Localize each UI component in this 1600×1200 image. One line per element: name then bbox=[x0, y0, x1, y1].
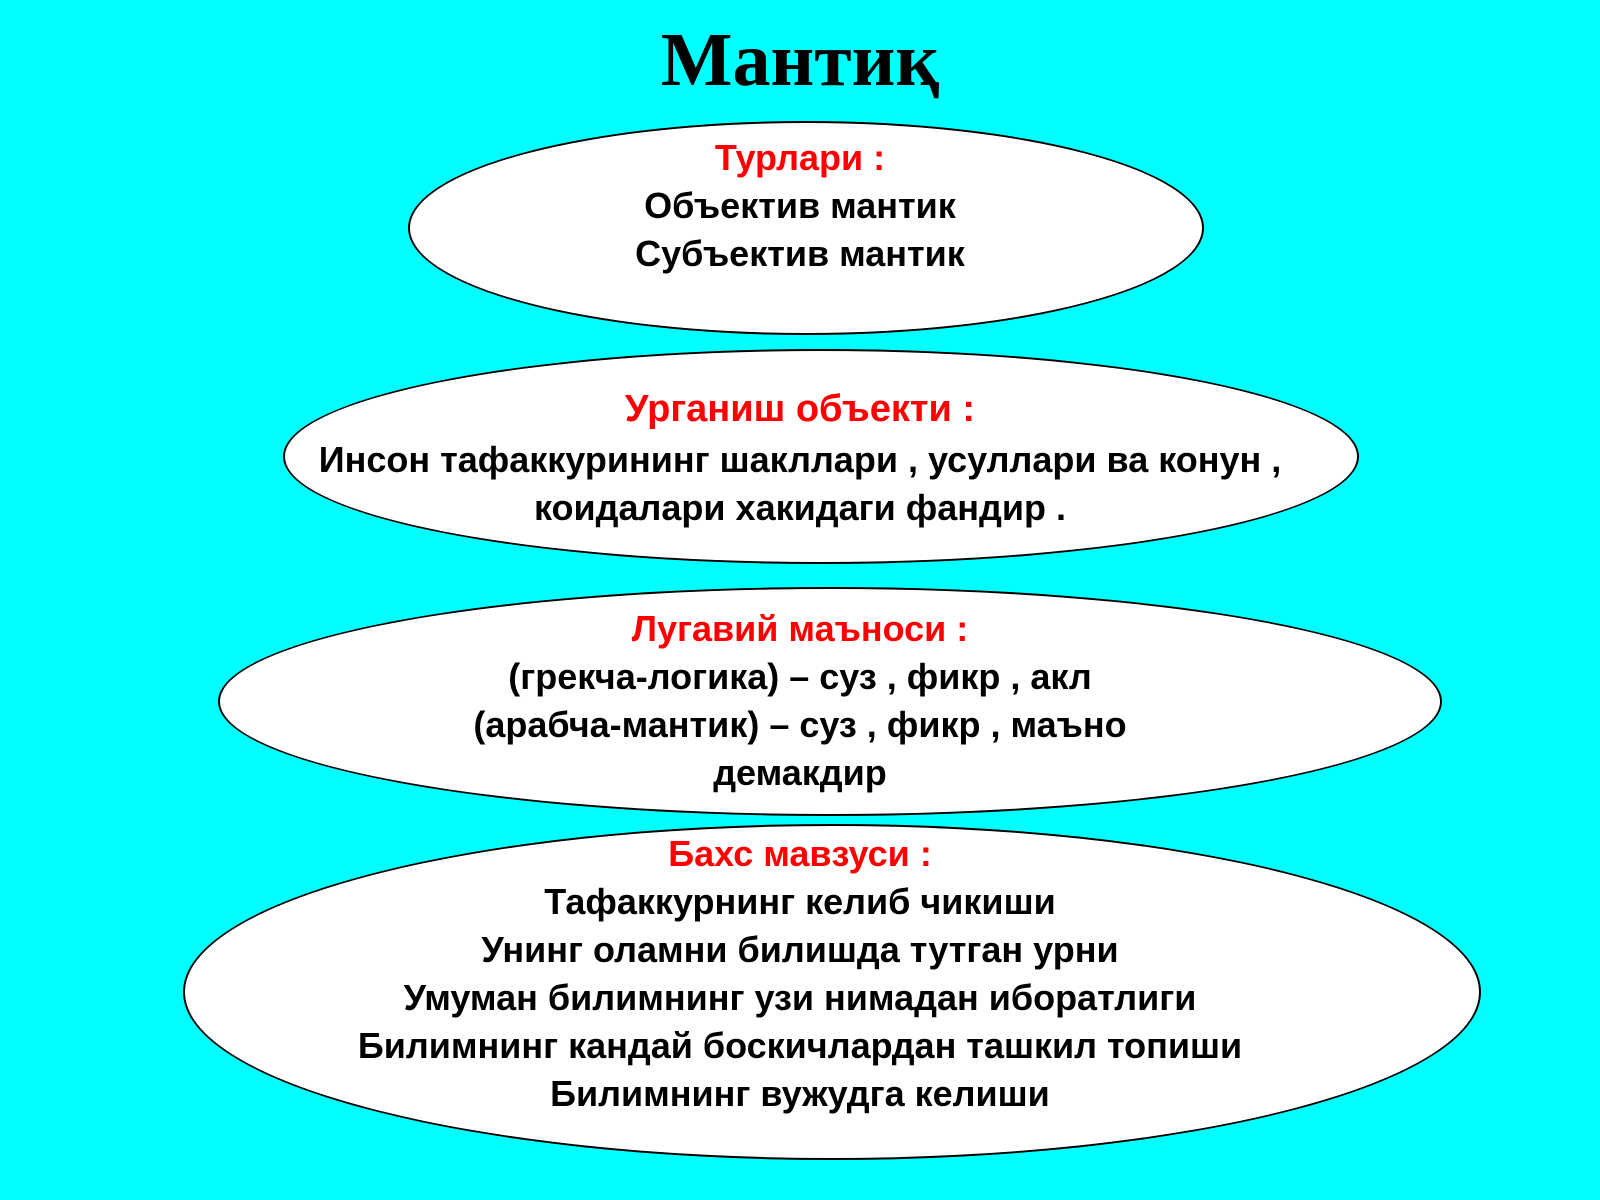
section-line: Билимнинг вужудга келиши bbox=[550, 1073, 1050, 1114]
section-line: (грекча-логика) – суз , фикр , акл bbox=[508, 656, 1092, 697]
section-heading: Урганиш объекти : bbox=[624, 388, 976, 430]
section-line: Объектив мантик bbox=[644, 185, 956, 226]
section-line: демакдир bbox=[713, 752, 887, 793]
section-line: Инсон тафаккурининг шакллари , усуллари ва конун , bbox=[318, 439, 1282, 480]
section-line: Умуман билимнинг узи нимадан иборатлиги bbox=[403, 977, 1197, 1018]
section-discussion-subject bbox=[0, 830, 1600, 1118]
section-line: Субъектив мантик bbox=[635, 233, 965, 274]
section-study-object bbox=[0, 382, 1600, 532]
section-line: Билимнинг кандай боскичлардан ташкил топиши bbox=[357, 1025, 1243, 1066]
section-lexical-meaning bbox=[0, 605, 1600, 797]
section-line: коидалари хакидаги фандир . bbox=[534, 487, 1066, 528]
section-heading: Лугавий маъноси : bbox=[631, 608, 969, 649]
section-line: (арабча-мантик) – суз , фикр , маъно bbox=[473, 704, 1127, 745]
section-line: Тафаккурнинг келиб чикиши bbox=[544, 881, 1056, 922]
section-types bbox=[0, 134, 1600, 278]
section-line: Унинг оламни билишда тутган урни bbox=[481, 929, 1119, 970]
section-heading: Бахс мавзуси : bbox=[668, 833, 932, 874]
slide-title: Мантиқ bbox=[660, 18, 940, 102]
section-heading: Турлари : bbox=[714, 137, 886, 178]
